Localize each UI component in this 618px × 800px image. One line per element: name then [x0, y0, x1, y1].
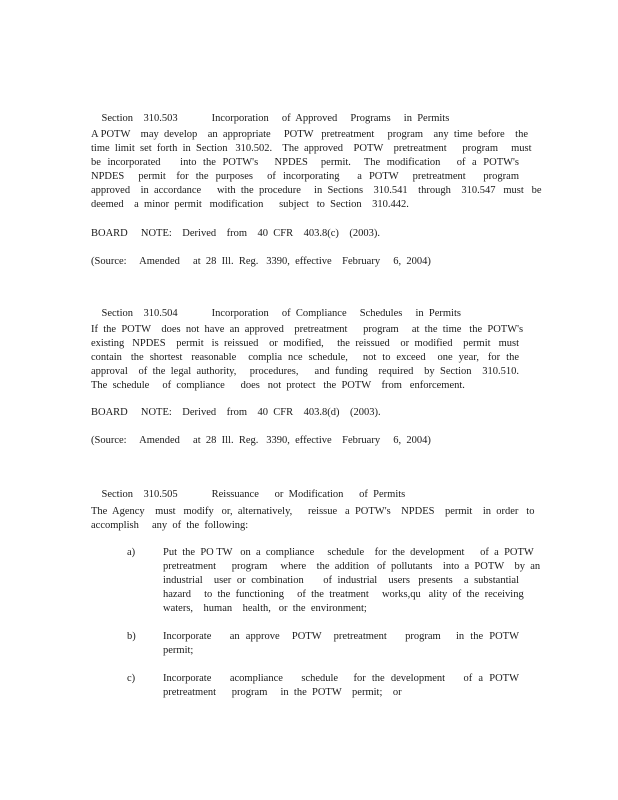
paragraph-line: contain the shortest reasonable complia nce schedule, not to exceed one year, for the [91, 352, 519, 363]
source-note: (Source: Amended at 28 Ill. Reg. 3390, effective February 6, 2004) [91, 256, 431, 267]
paragraph-line: A POTW may develop an appropriate POTW pretreatment program any time before the [91, 129, 528, 140]
list-item-label: c) [127, 673, 136, 684]
list-item-line: industrial user or combination of industrial users presents a substantial [163, 575, 519, 586]
board-note: BOARD NOTE: Derived from 40 CFR 403.8(d) (2003). [91, 407, 381, 418]
paragraph-line: deemed a minor permit modification subject to Section 310.442. [91, 199, 409, 210]
list-item-line: waters, human health, or the environment; [163, 603, 367, 614]
paragraph-line: be incorporated into the POTW's NPDES permit. The modification of a POTW's [91, 157, 519, 168]
list-item-label: a) [127, 547, 136, 558]
source-note: (Source: Amended at 28 Ill. Reg. 3390, effective February 6, 2004) [91, 435, 431, 446]
list-item-label: b) [127, 631, 136, 642]
section-number: Section 310.503 [101, 113, 178, 124]
section-title: Reissuance or Modification of Permits [211, 489, 406, 500]
list-item-line: hazard to the functioning of the treatment works,qu ality of the receiving [163, 589, 524, 600]
paragraph-line: approved in accordance with the procedure in Sections 310.541 through 310.547 must be [91, 185, 542, 196]
section-title: Incorporation of Approved Programs in Permits [211, 113, 450, 124]
list-item-line: pretreatment program where the addition of pollutants into a POTW by an [163, 561, 541, 572]
list-item-line: Put the PO TW on a compliance schedule for the development of a POTW [163, 547, 534, 558]
list-item-line: permit; [163, 645, 194, 656]
section-title: Incorporation of Compliance Schedules in Permits [211, 308, 461, 319]
paragraph-line: If the POTW does not have an approved pretreatment program at the time the POTW's [91, 324, 524, 335]
paragraph-line: time limit set forth in Section 310.502. The approved POTW pretreatment program must [91, 143, 532, 154]
board-note: BOARD NOTE: Derived from 40 CFR 403.8(c) (2003). [91, 228, 381, 239]
section-number: Section 310.504 [101, 308, 178, 319]
list-item-line: pretreatment program in the POTW permit; or [163, 687, 402, 698]
paragraph-line: NPDES permit for the purposes of incorporating a POTW pretreatment program [91, 171, 519, 182]
section-310-504-paragraph [91, 323, 524, 393]
paragraph-line: existing NPDES permit is reissued or modified, the reissued or modified permit must [91, 338, 519, 349]
section-number: Section 310.505 [101, 489, 178, 500]
list-item-line: Incorporate an approve POTW pretreatment program in the POTW [163, 631, 519, 642]
list-item-a [163, 546, 541, 616]
section-310-505-paragraph [91, 505, 535, 533]
paragraph-line: accomplish any of the following: [91, 520, 249, 531]
list-item-c [163, 672, 519, 700]
paragraph-line: The Agency must modify or, alternatively, reissue a POTW's NPDES permit in order to [91, 506, 535, 517]
paragraph-line: approval of the legal authority, procedures, and funding required by Section 310.510. [91, 366, 519, 377]
list-item-line: Incorporate acompliance schedule for the development of a POTW [163, 673, 519, 684]
list-item-b [163, 630, 519, 658]
section-310-503-paragraph [91, 128, 542, 212]
paragraph-line: The schedule of compliance does not protect the POTW from enforcement. [91, 380, 465, 391]
